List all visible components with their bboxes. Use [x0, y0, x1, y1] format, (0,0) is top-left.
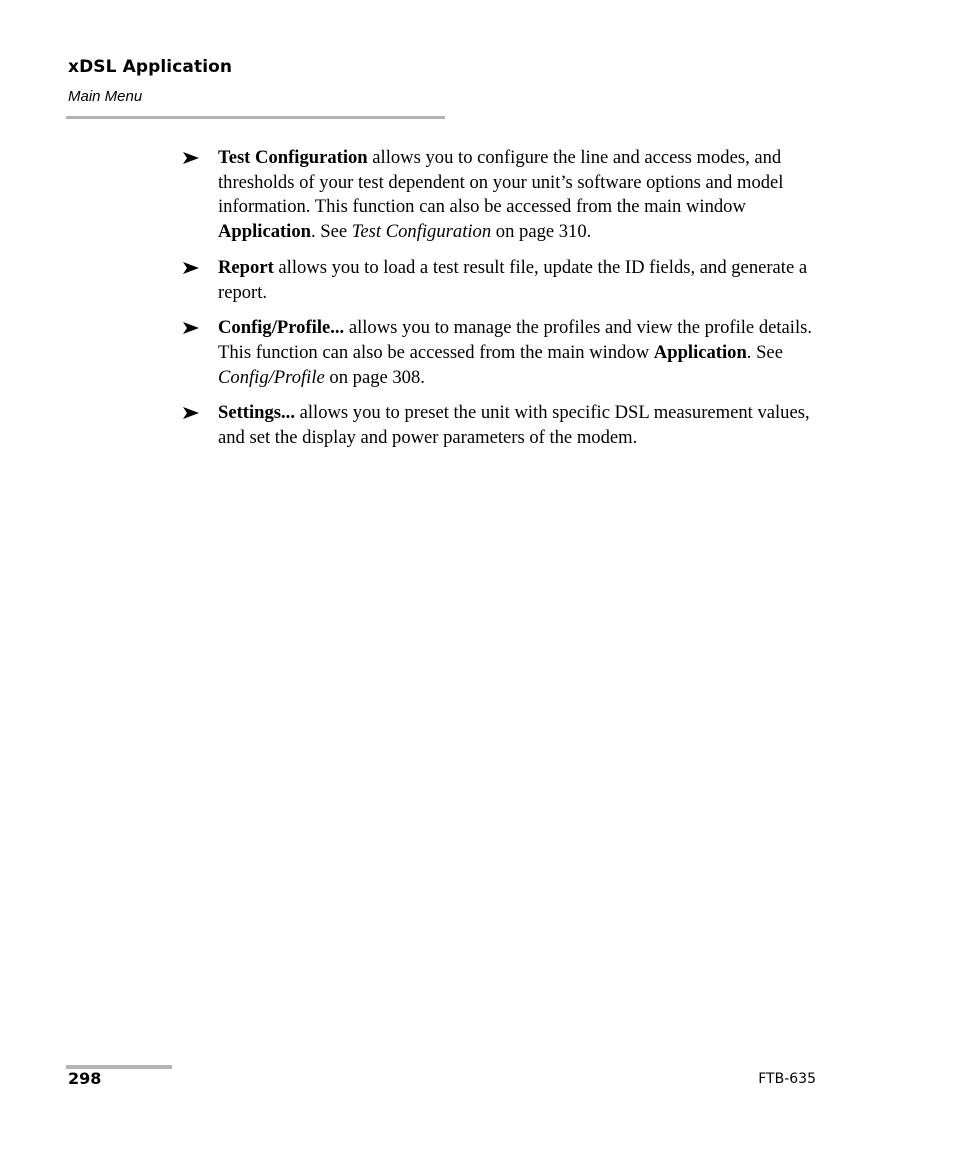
- header-divider: [66, 116, 445, 119]
- bullet-list: [182, 146, 827, 462]
- description-text: allows you to load a test result file, update the ID fields, and generate a report.: [218, 256, 808, 303]
- list-item-config-profile: [182, 316, 827, 390]
- list-item-settings: [182, 401, 827, 450]
- term-settings: Settings...: [218, 402, 295, 424]
- arrowhead-bullet-icon: [182, 149, 200, 167]
- term-report: Report: [218, 256, 274, 278]
- page-reference-text: on page 310.: [491, 221, 592, 243]
- page-number: 298: [68, 1069, 102, 1088]
- cross-reference-link[interactable]: Config/Profile: [218, 366, 325, 388]
- page-reference-text: on page 308.: [324, 366, 425, 388]
- term-test-configuration: Test Configuration: [218, 147, 368, 168]
- description-text: allows you to manage the profiles and view the profile details. This function can also be accessed from the main window: [218, 317, 813, 363]
- arrowhead-bullet-icon: [182, 404, 200, 422]
- list-item-test-configuration: [182, 146, 827, 245]
- section-title: xDSL Application: [68, 57, 233, 77]
- term-application: Application: [653, 341, 747, 363]
- product-model: FTB-635: [758, 1071, 816, 1087]
- cross-reference-link[interactable]: Test Configuration: [351, 221, 492, 243]
- term-application: Application: [218, 221, 311, 243]
- arrowhead-bullet-icon: [182, 319, 200, 337]
- see-text: . See: [311, 221, 352, 243]
- description-text: allows you to configure the line and access modes, and thresholds of your test dependent on your unit’s software options and model information. This function can also be accessed from the main window: [218, 147, 784, 218]
- section-subtitle: Main Menu: [68, 88, 143, 105]
- term-config-profile: Config/Profile...: [218, 317, 345, 339]
- description-text: allows you to preset the unit with specific DSL measurement values, and set the display and power parameters of the modem.: [218, 402, 810, 449]
- see-text: . See: [746, 341, 783, 363]
- arrowhead-bullet-icon: [182, 259, 200, 277]
- list-item-report: [182, 256, 827, 305]
